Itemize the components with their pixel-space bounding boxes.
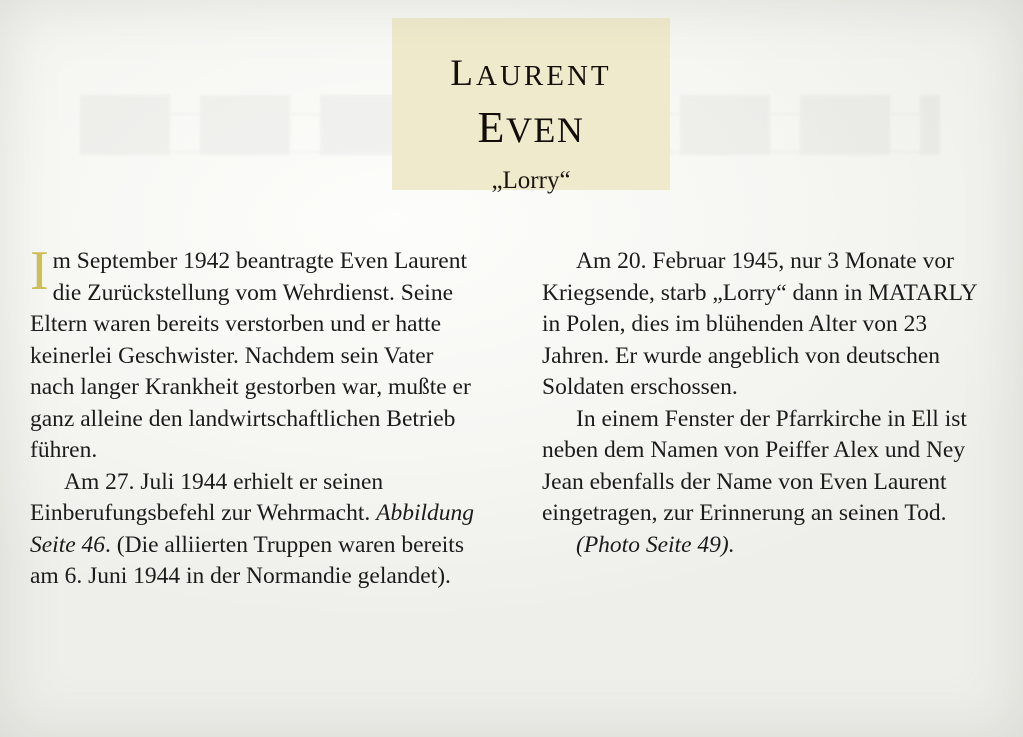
- paragraph-opening: [30, 240, 480, 467]
- title-block: [392, 18, 670, 194]
- last-name-heading: EVEN: [477, 103, 585, 152]
- paragraph-conscription-text-b: . (Die alliierten Truppen waren bereits am 6. Juni 1944 in der Normandie gelandet).: [30, 531, 464, 589]
- body-columns: [30, 240, 993, 593]
- left-column: [30, 240, 480, 593]
- right-column: [542, 246, 992, 593]
- paragraph-death: Am 20. Februar 1945, nur 3 Monate vor Kriegsende, starb „Lorry“ dann in MATARLY in Polen, dies im blühenden Alter von 23 Jahren. Er wurde angeblich von deutschen Soldaten erschossen.: [542, 248, 977, 400]
- paragraph-memorial: In einem Fenster der Pfarrkirche in Ell ist neben dem Namen von Peiffer Alex und Ney Jean ebenfalls der Name von Even Laurent eingetragen, zur Erinnerung an seinen Tod.: [542, 405, 967, 526]
- paragraph-conscription-text-a: Am 27. Juli 1944 erhielt er seinen Einberufungsbefehl zur Wehrmacht.: [30, 468, 384, 526]
- paragraph-conscription: [30, 467, 480, 593]
- photo-reference: (Photo Seite 49).: [576, 531, 735, 558]
- figure-reference: Abbildung Seite 46: [30, 500, 475, 558]
- first-name-heading: LAURENT: [450, 53, 612, 94]
- paragraph-opening-text: m September 1942 beantragte Even Laurent die Zurückstellung vom Wehrdienst. Seine Eltern waren bereits verstorben und er hatte keinerlei Geschwister. Nachdem sein Vater nach langer Krankheit gestorben war, mußte er ganz alleine den landwirtschaftlichen Betrieb führen.: [30, 248, 471, 463]
- drop-cap: I: [30, 240, 49, 302]
- nickname-heading: „Lorry“: [491, 167, 571, 194]
